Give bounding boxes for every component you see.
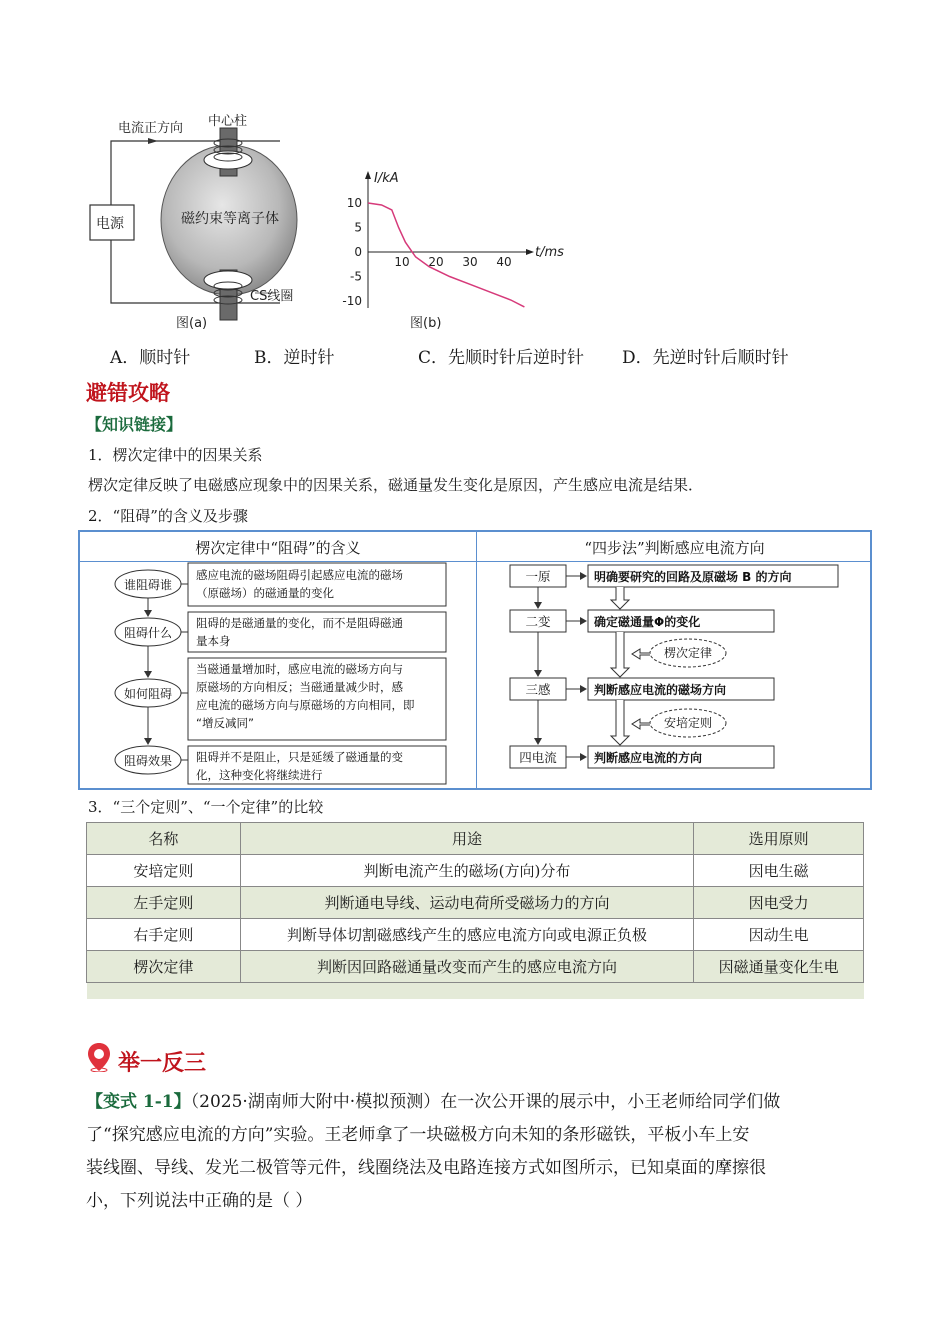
y-axis-label: I/kA	[374, 171, 399, 186]
step-2-desc: 确定磁通量Φ的变化	[594, 615, 701, 629]
option-c[interactable]: C．先顺时针后逆时针	[418, 348, 585, 368]
knowledge-link-heading: 【知识链接】	[86, 415, 183, 434]
step-1-desc: 明确要研究的回路及原磁场 B 的方向	[594, 570, 792, 584]
table-header: 选用原则	[694, 823, 864, 855]
box-right-header: “四步法”判断感应电流方向	[584, 539, 765, 557]
power-label: 电源	[96, 216, 124, 232]
table-cell: 安培定则	[87, 855, 241, 887]
table-row	[87, 887, 864, 919]
step-4-desc: 判断感应电流的方向	[594, 751, 703, 765]
option-d[interactable]: D．先逆时针后顺时针	[622, 348, 789, 368]
law-lenz: 楞次定律	[663, 646, 713, 660]
cs-coil-label: CS线圈	[250, 289, 294, 304]
desc-line: 阻碍的是磁通量的变化，而不是阻碍磁通	[196, 616, 403, 630]
table-cell: 右手定则	[87, 919, 241, 951]
item1-title: 1．楞次定律中的因果关系	[88, 446, 263, 464]
item1-text: 楞次定律反映了电磁感应现象中的因果关系，磁通量发生变化是原因，产生感应电流是结果．	[88, 476, 704, 494]
desc-line: 应电流的磁场方向与原磁场的方向相同，即	[196, 698, 415, 712]
table-cell: 判断导体切割磁感线产生的感应电流方向或电源正负极	[240, 919, 693, 951]
item3-title: 3．“三个定则”、“一个定律”的比较	[88, 798, 324, 816]
option-a[interactable]: A．顺时针	[110, 348, 191, 368]
box-left-header: 楞次定律中“阻碍”的含义	[195, 539, 361, 557]
step-2: 二变	[525, 614, 551, 629]
desc-line: 原磁场的方向相反；当磁通量减少时，感	[196, 680, 403, 694]
current-direction-label: 电流正方向	[118, 121, 184, 136]
example-line-2: 了“探究感应电流的方向”实验。王老师拿了一块磁极方向未知的条形磁铁，平板小车上安	[86, 1125, 750, 1145]
table-cell: 左手定则	[87, 887, 241, 919]
left-flow-diagram	[80, 560, 474, 788]
location-pin-icon	[86, 1042, 112, 1072]
table-cell: 因电受力	[694, 887, 864, 919]
desc-line: 感应电流的磁场阻碍引起感应电流的磁场	[196, 568, 403, 582]
x-tick-label: 10	[394, 255, 410, 269]
table-row	[87, 951, 864, 983]
example-line-4: 小，下列说法中正确的是（ ）	[86, 1191, 313, 1211]
item2-title: 2．“阻碍”的含义及步骤	[88, 507, 248, 525]
x-axis-label: t/ms	[535, 245, 564, 260]
table-row	[87, 919, 864, 951]
table-footer-strip	[87, 983, 864, 1000]
y-tick-label: -5	[350, 269, 362, 284]
node-obstruct-effect: 阻碍效果	[123, 754, 173, 768]
example-line-3: 装线圈、导线、发光二极管等元件，线圈绕法及电路连接方式如图所示，已知桌面的摩擦很	[86, 1158, 766, 1178]
table-cell: 判断通电导线、运动电荷所受磁场力的方向	[240, 887, 693, 919]
y-tick-label: 10	[346, 196, 362, 210]
example-line-1	[86, 1086, 866, 1119]
step-4: 四电流	[519, 750, 557, 765]
desc-line: 当磁通量增加时，感应电流的磁场方向与	[196, 662, 403, 676]
figure-a	[80, 110, 320, 335]
table-cell: 因电生磁	[694, 855, 864, 887]
figure-a-caption: 图(a)	[176, 316, 208, 331]
x-tick-label: 40	[496, 255, 512, 269]
table-row	[87, 855, 864, 887]
y-tick-label: 0	[354, 245, 362, 259]
desc-line: 化，这种变化将继续进行	[196, 768, 323, 782]
step-3: 三感	[525, 682, 551, 697]
law-ampere: 安培定则	[663, 716, 713, 730]
figure-b-caption: 图(b)	[410, 316, 442, 331]
table-cell: 楞次定律	[87, 951, 241, 983]
comparison-table	[86, 822, 864, 999]
table-header-row	[87, 823, 864, 855]
node-obstruct-what: 阻碍什么	[123, 626, 173, 640]
right-flow-diagram	[476, 560, 870, 788]
node-how-obstruct: 如何阻碍	[123, 687, 173, 701]
desc-line: 量本身	[196, 634, 231, 648]
section-title-error-avoidance: 避错攻略	[86, 381, 170, 405]
table-cell: 判断因回路磁通量改变而产生的感应电流方向	[240, 951, 693, 983]
y-tick-label: 5	[354, 220, 362, 235]
table-header: 名称	[87, 823, 241, 855]
table-cell: 因磁通量变化生电	[694, 951, 864, 983]
option-b[interactable]: B．逆时针	[254, 348, 335, 368]
table-header: 用途	[240, 823, 693, 855]
node-who-obstructs: 谁阻碍谁	[123, 578, 173, 592]
x-tick-label: 20	[428, 255, 444, 269]
x-tick-label: 30	[462, 255, 478, 269]
example-tag: 【变式 1-1】	[86, 1092, 191, 1112]
center-post-label: 中心柱	[208, 114, 248, 129]
y-tick-label: -10	[342, 294, 362, 308]
table-cell: 判断电流产生的磁场(方向)分布	[240, 855, 693, 887]
desc-line: 阻碍并不是阻止，只是延缓了磁通量的变	[196, 750, 403, 764]
step-1: 一原	[525, 569, 551, 584]
section-title-practice: 举一反三	[118, 1051, 207, 1076]
plasma-label: 磁约束等离子体	[181, 211, 279, 227]
example-problem	[86, 1086, 866, 1218]
step-3-desc: 判断感应电流的磁场方向	[594, 683, 727, 697]
example-line-text: （2025·湖南师大附中·模拟预测）在一次公开课的展示中，小王老师给同学们做	[190, 1092, 781, 1112]
table-cell: 因动生电	[694, 919, 864, 951]
desc-line: （原磁场）的磁通量的变化	[196, 586, 334, 600]
desc-line: “增反减同”	[196, 716, 254, 730]
figure-b-chart	[330, 165, 570, 337]
